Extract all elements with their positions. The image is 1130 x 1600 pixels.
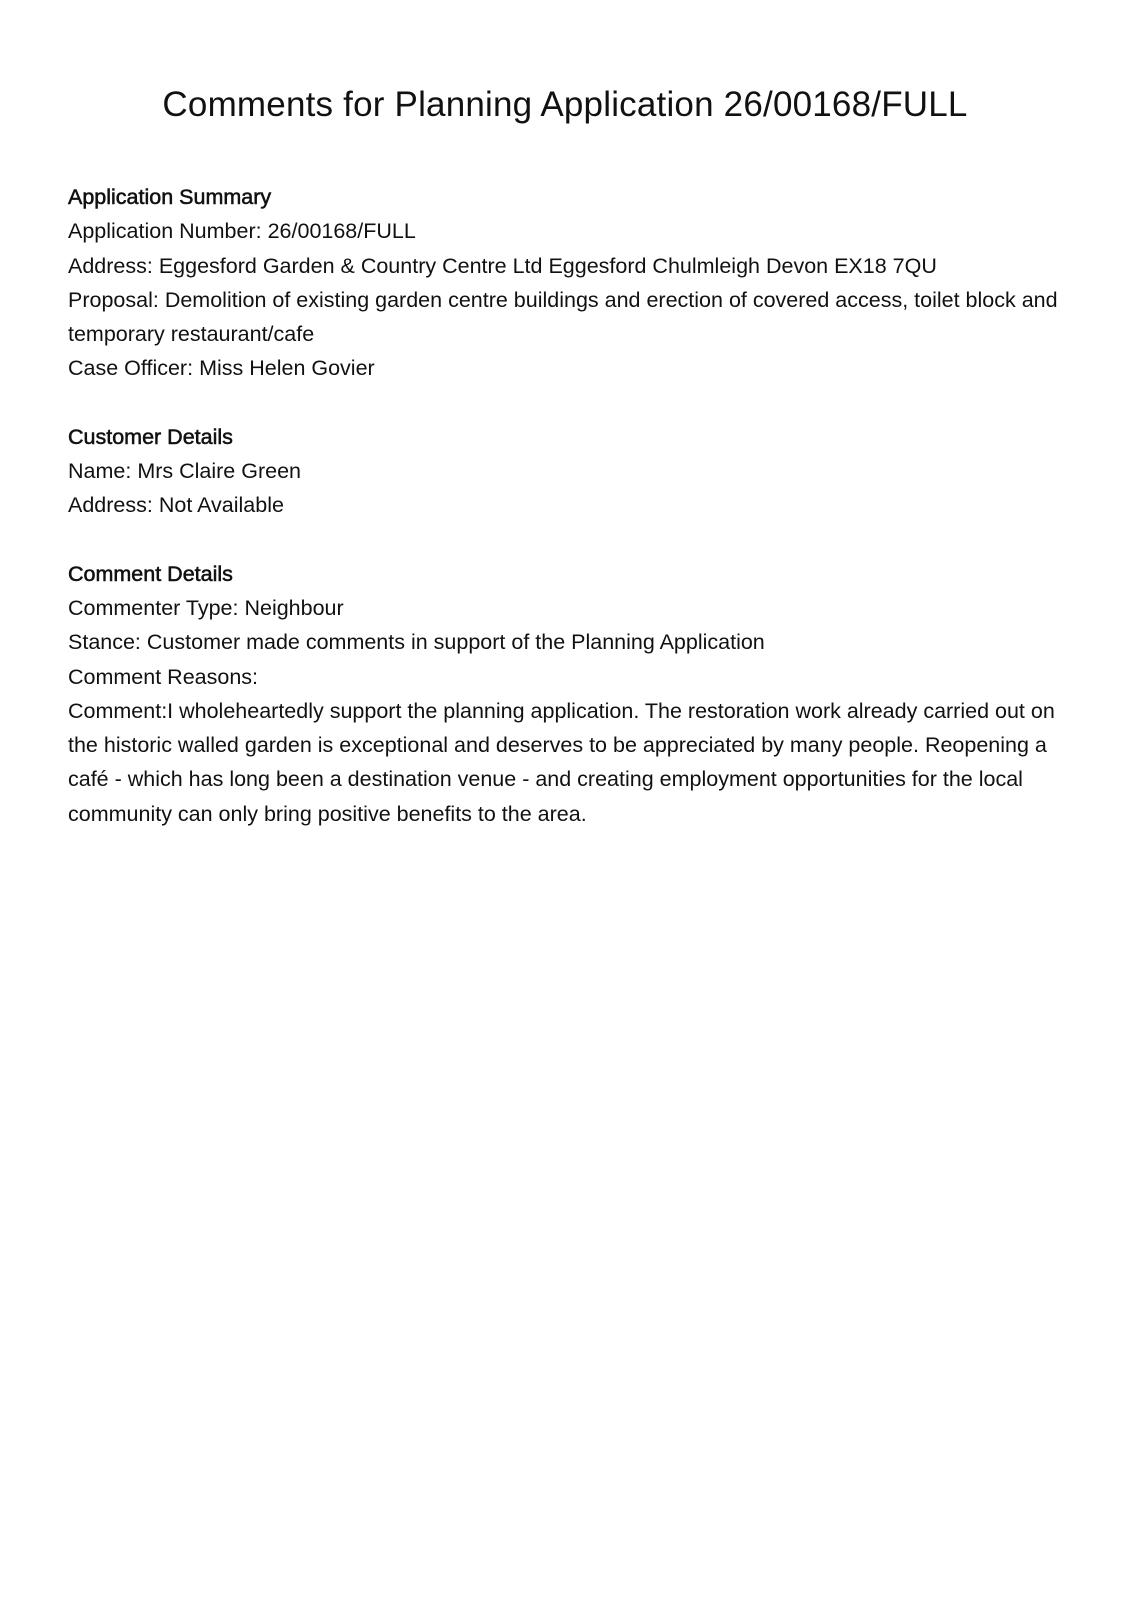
customer-address-label: Address:	[68, 493, 153, 518]
comment-reasons-line	[68, 660, 1058, 694]
case-officer-line	[68, 351, 1058, 385]
comment-line	[68, 694, 1058, 831]
customer-name-line	[68, 454, 1058, 488]
proposal-line	[68, 283, 1058, 352]
customer-details-section	[68, 420, 1058, 523]
commenter-type-label: Commenter Type:	[68, 595, 239, 620]
proposal-label: Proposal:	[68, 287, 159, 312]
application-summary-section	[68, 180, 1058, 386]
application-number-label: Application Number:	[68, 219, 262, 244]
document-content	[68, 180, 1058, 865]
commenter-type-line	[68, 591, 1058, 625]
case-officer-label: Case Officer:	[68, 356, 194, 381]
application-number-line	[68, 214, 1058, 248]
stance-line	[68, 625, 1058, 659]
proposal-value: Demolition of existing garden centre buildings and erection of covered access, toilet block and temporary restaurant/cafe	[68, 287, 1058, 347]
application-address-value: Eggesford Garden & Country Centre Ltd Eggesford Chulmleigh Devon EX18 7QU	[158, 253, 937, 278]
application-summary-heading: Application Summary	[68, 185, 272, 209]
customer-name-label: Name:	[68, 459, 132, 484]
application-address-line	[68, 249, 1058, 283]
customer-details-heading: Customer Details	[68, 424, 233, 449]
comment-reasons-label: Comment Reasons:	[68, 664, 258, 689]
stance-label: Stance:	[68, 630, 141, 655]
application-number-value: 26/00168/FULL	[267, 219, 416, 244]
customer-name-value: Mrs Claire Green	[137, 459, 301, 484]
case-officer-value: Miss Helen Govier	[199, 356, 375, 381]
customer-address-value: Not Available	[158, 493, 284, 518]
application-address-label: Address:	[68, 253, 153, 278]
comment-details-heading: Comment Details	[68, 561, 233, 586]
page-title: Comments for Planning Application 26/00168/FULL	[162, 85, 968, 124]
stance-value: Customer made comments in support of the Planning Application	[146, 630, 765, 655]
commenter-type-value: Neighbour	[244, 595, 344, 620]
comment-text: I wholeheartedly support the planning application. The restoration work already carried out on the historic walled garden is exceptional and deserves to be appreciated by many people. Reopening a café - which has long been a destination venue - and creating employment opportunities for the local community can only bring positive benefits to the area.	[68, 698, 1055, 826]
customer-address-line	[68, 488, 1058, 522]
comment-label: Comment:	[68, 698, 168, 723]
comment-details-section	[68, 557, 1058, 831]
